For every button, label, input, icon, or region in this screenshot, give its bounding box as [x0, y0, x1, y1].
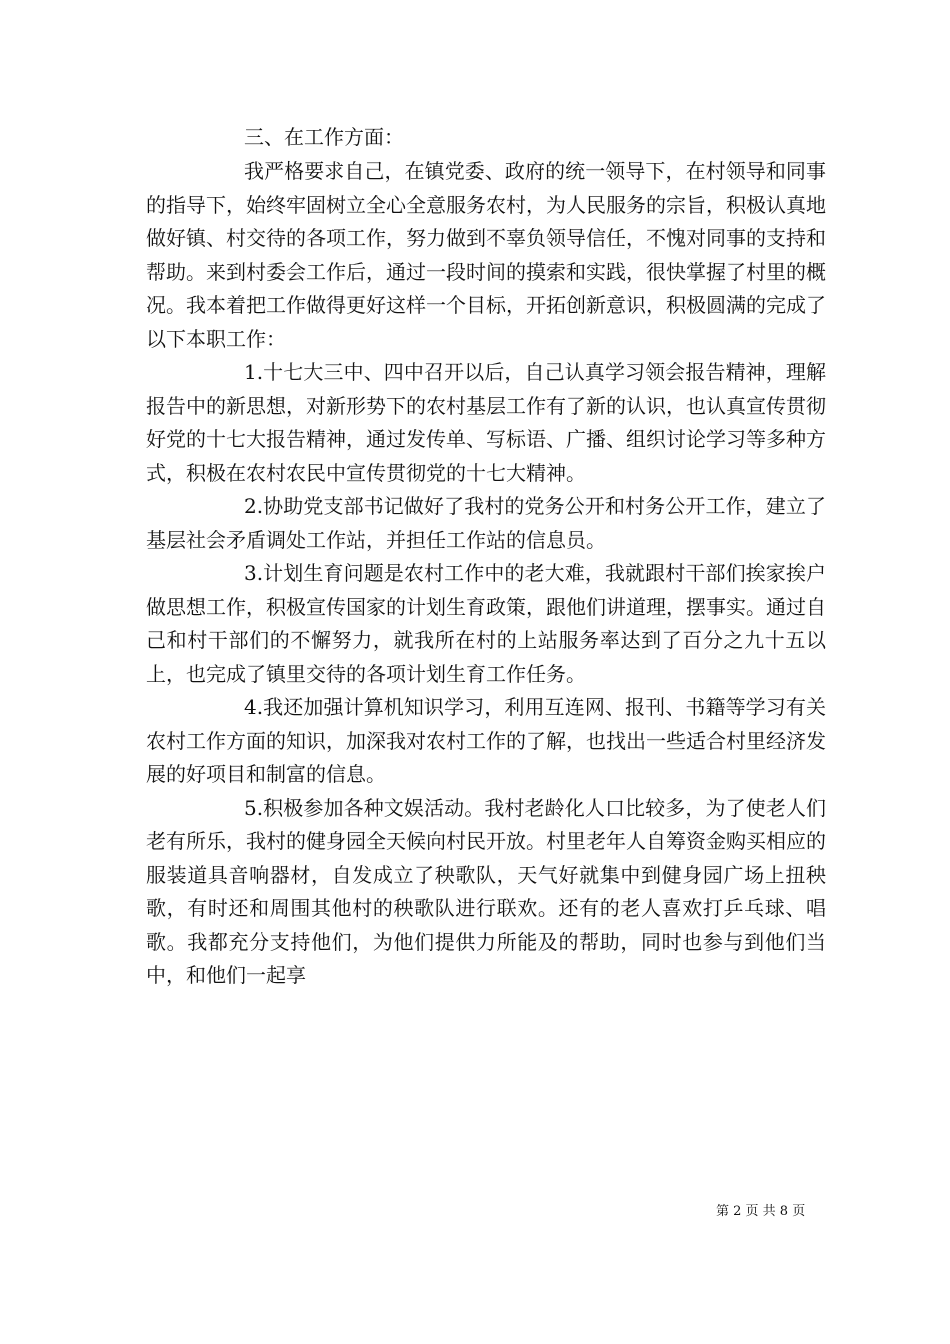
paragraph-item-5: 5.积极参加各种文娱活动。我村老龄化人口比较多，为了使老人们老有所乐，我村的健身园全天候向村民开放。村里老年人自筹资金购买相应的服装道具音响器材，自发成立了秧歌队，天气好就集中到健身园广场上扭秧歌，有时还和周围其他村的秧歌队进行联欢。还有的老人喜欢打乒乓球、唱歌。我都充分支持他们，为他们提供力所能及的帮助，同时也参与到他们当中，和他们一起享 — [146, 795, 826, 987]
paragraph-item-4: 4.我还加强计算机知识学习，利用互连网、报刊、书籍等学习有关农村工作方面的知识，加深我对农村工作的了解，也找出一些适合村里经济发展的好项目和制富的信息。 — [146, 695, 826, 786]
body-text — [146, 155, 826, 993]
page-number: 第 2 页 共 8 页 — [716, 1204, 806, 1219]
section-heading: 三、在工作方面： — [244, 125, 404, 149]
paragraph-item-1: 1.十七大三中、四中召开以后，自己认真学习领会报告精神，理解报告中的新思想，对新形势下的农村基层工作有了新的认识，也认真宣传贯彻好党的十七大报告精神，通过发传单、写标语、广播、组织讨论学习等多种方式，积极在农村农民中宣传贯彻党的十七大精神。 — [146, 360, 826, 485]
paragraph-item-3: 3.计划生育问题是农村工作中的老大难，我就跟村干部们挨家挨户做思想工作，积极宣传国家的计划生育政策，跟他们讲道理，摆事实。通过自己和村干部们的不懈努力，就我所在村的上站服务率达到了百分之九十五以上，也完成了镇里交待的各项计划生育工作任务。 — [146, 561, 826, 686]
paragraph-item-2: 2.协助党支部书记做好了我村的党务公开和村务公开工作，建立了基层社会矛盾调处工作站，并担任工作站的信息员。 — [146, 494, 826, 552]
paragraph-intro: 我严格要求自己，在镇党委、政府的统一领导下，在村领导和同事的指导下，始终牢固树立全心全意服务农村，为人民服务的宗旨，积极认真地做好镇、村交待的各项工作，努力做到不辜负领导信任，不愧对同事的支持和帮助。来到村委会工作后，通过一段时间的摸索和实践，很快掌握了村里的概况。我本着把工作做得更好这样一个目标，开拓创新意识，积极圆满的完成了以下本职工作： — [146, 159, 826, 351]
